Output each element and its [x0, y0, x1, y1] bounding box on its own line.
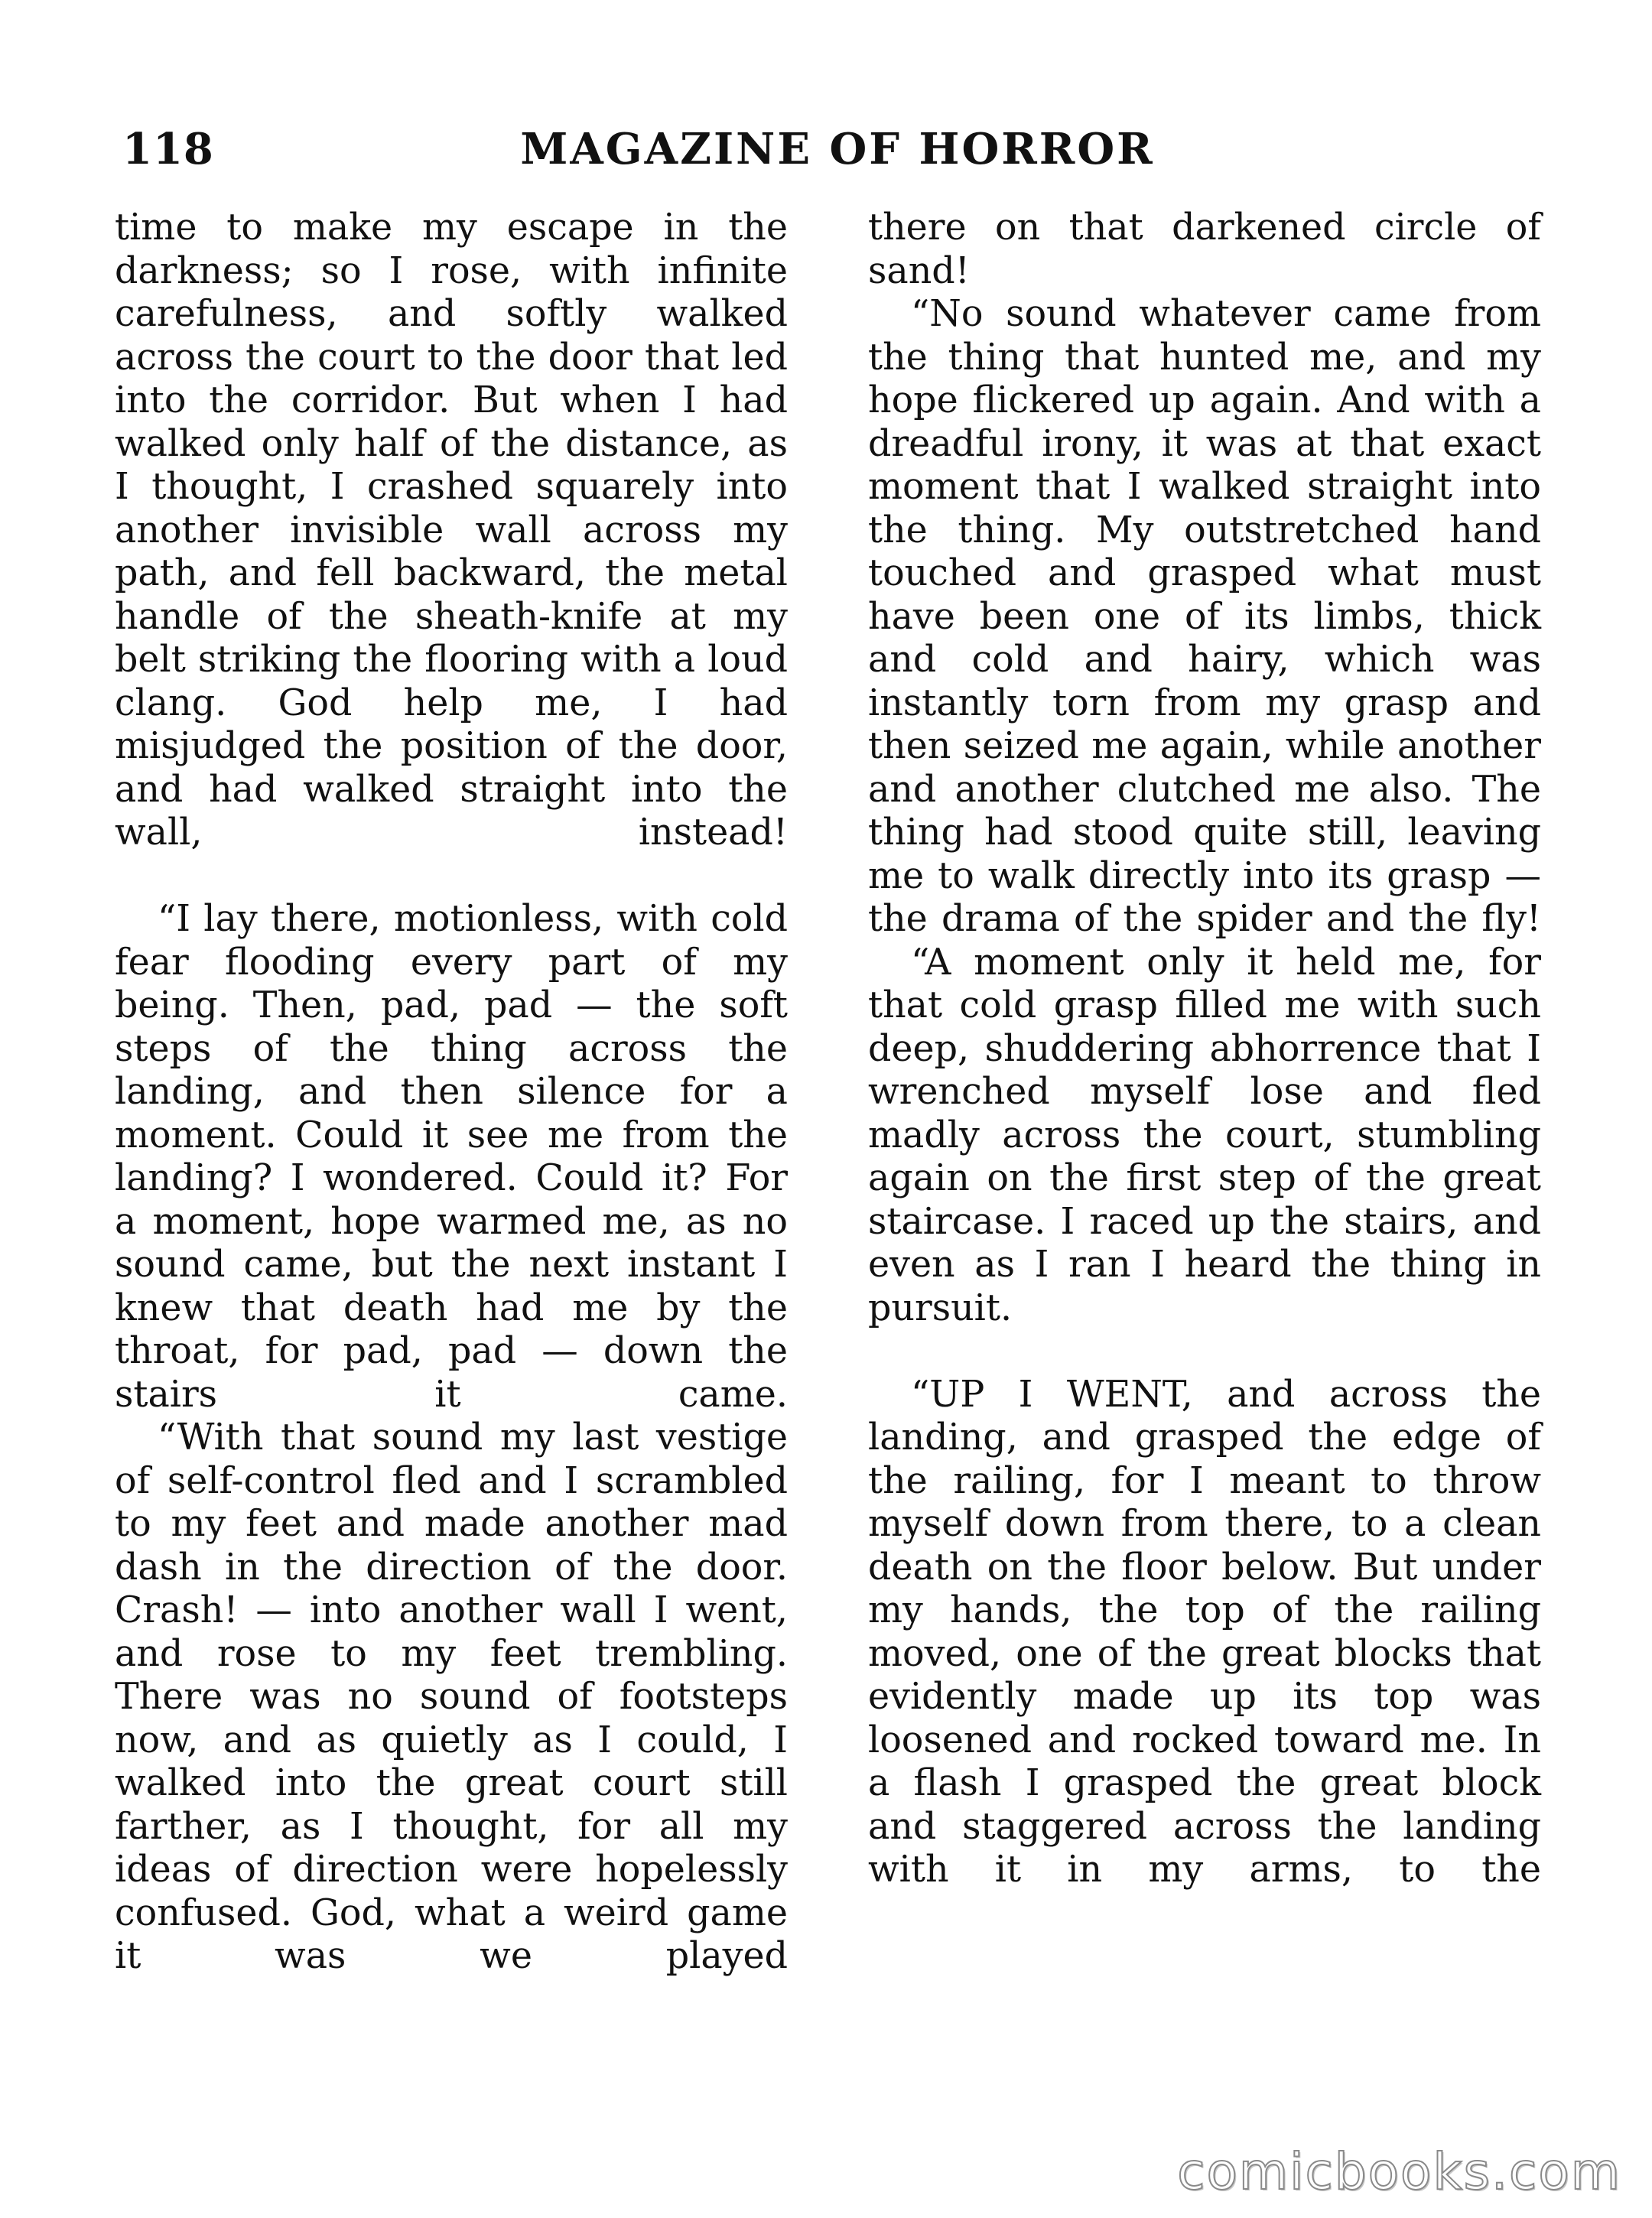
- paragraph: “UP I WENT, and across the landing, and grasped the edge of the railing, for I meant to throw myself down from there, to a clean death on the floor below. But under my hands, the top of the railing moved, one of the great blocks that evidently made up its top was loosened and rocked toward me. In a flash I grasped the great block and staggered across the landing with it in my arms, to the: [868, 1373, 1541, 1891]
- right-column: [868, 207, 1541, 1892]
- paragraph: “No sound whatever came from the thing that hunted me, and my hope flickered up again. And with a dreadful irony, it was at that exact moment that I walked straight into the thing. My outstretched hand touched and grasped what must have been one of its limbs, thick and cold and hairy, which was instantly torn from my grasp and then seized me again, while another and another clutched me also. The thing had stood quite still, leaving me to walk directly into its grasp — the drama of the spider and the fly!: [868, 293, 1541, 940]
- running-title: MAGAZINE OF HORROR: [520, 124, 1155, 174]
- page-number: 118: [122, 124, 214, 174]
- paragraph: “With that sound my last vestige of self-control fled and I scrambled to my feet and made another mad dash in the direction of the door. Crash! — into another wall I went, and rose to my feet trembling. There was no sound of footsteps now, and as quietly as I could, I walked into the great court still farther, as I thought, for all my ideas of direction were hopelessly confused. God, what a weird game it was we played: [115, 1416, 788, 1977]
- left-column: [115, 207, 788, 1979]
- site-watermark: comicbooks.com: [1177, 2142, 1621, 2201]
- paragraph: “A moment only it held me, for that cold grasp filled me with such deep, shuddering abhorrence that I wrenched myself lose and fled madly across the court, stumbling again on the first step of the great staircase. I raced up the stairs, and even as I ran I heard the thing in pursuit.: [868, 941, 1541, 1329]
- paragraph: there on that darkened circle of sand!: [868, 207, 1541, 292]
- paragraph: “I lay there, motionless, with cold fear flooding every part of my being. Then, pad, pad — the soft steps of the thing across the landing, and then silence for a moment. Could it see me from the landing? I wondered. Could it? For a moment, hope warmed me, as no sound came, but the next instant I knew that death had me by the throat, for pad, pad — down the stairs it came.: [115, 898, 788, 1416]
- paragraph: time to make my escape in the darkness; so I rose, with infinite carefulness, and softly walked across the court to the door that led into the corridor. But when I had walked only half of the distance, as I thought, I crashed squarely into another invisible wall across my path, and fell backward, the metal handle of the sheath-knife at my belt striking the flooring with a loud clang. God help me, I had misjudged the position of the door, and had walked straight into the wall, instead!: [115, 207, 788, 854]
- page-header: [122, 124, 1553, 185]
